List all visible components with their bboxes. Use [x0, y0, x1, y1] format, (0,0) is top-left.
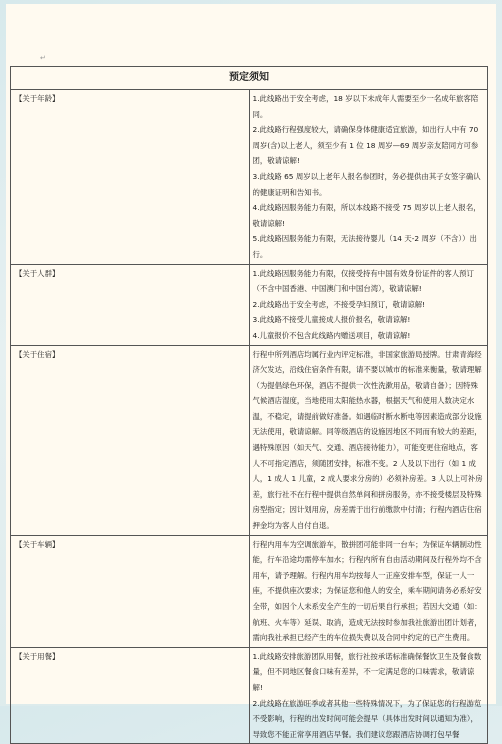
paragraph: 行程内用车为空调旅游车，散拼团可能非同一台车；为保证车辆制动性能，行车沿途均需停车加水；行程内所有自由活动期间及行程外均不含用车，请予理解。行程内用车均按每人一正座安排车型，保证一人一座，不提供座次要求；为保证您和他人的安全，乘车期间请务必系好安全带，如因个人未系安全产生的一切后果自行承担；若因大交通（如：航班、火车等）延误、取消，造成无法按时参加我社旅游出团计划者，需向我社承担已经产生的车位损失费以及合同中约定的已产生费用。: [252, 539, 482, 643]
paragraph: 1.此线路出于安全考虑，18 岁以下未成年人需要至少一名成年旅客陪同。: [252, 94, 479, 119]
section-content: [249, 90, 488, 265]
section-content: [249, 535, 488, 647]
section-row-meals: [11, 647, 488, 744]
paragraph: 1.此线路安排旅游团队用餐，旅行社按承诺标准确保餐饮卫生及餐食数量，但不同地区餐食口味有差异，不一定满足您的口味需求，敬请谅解!: [252, 651, 482, 692]
section-label: 【关于住宿】: [11, 345, 250, 535]
table-title: 预定须知: [11, 67, 488, 90]
section-row-age: [11, 90, 488, 265]
paragraph: 行程中所列酒店均属行业内评定标准，非国家旅游局授牌。甘肃青海经济欠发达，沿线住宿条件有限，请不要以城市的标准来衡量，敬请理解（为提倡绿色环保，酒店不提供一次性洗漱用品，敬请自备）；因特殊气候酒店湿度，当地使用太阳能热水器，根据天气和使用人数决定水温，不稳定，请提前做好准备。如遇临时断水断电等因素造成部分设施无法使用，敬请谅解。同等级酒店的设施因地区不同而有较大的差距，遇特殊原因（如天气、交通、酒店接待能力），可能变更住宿地点，客人不可指定酒店，须随团安排，标准不变。2 人及以下出行（如 1 成人，1 成人 1 儿童，2 成人要求分房的）必须补房差。3 人以上可补房差，旅行社不在行程中提供自然单间和拼房服务，亦不接受楼层及特殊房型指定；因计划用房，房差需于出行前缴款中付清；行程内酒店住宿押金均为客人自付自退。: [252, 349, 483, 531]
paragraph: 5.此线路因服务能力有限，无法接待婴儿（14 天-2 周岁（不含））出行。: [252, 234, 477, 259]
booking-notice-table: [10, 66, 488, 744]
section-content: [249, 345, 488, 535]
section-row-vehicle: [11, 535, 488, 647]
section-label: 【关于人群】: [11, 264, 250, 345]
section-row-lodging: [11, 345, 488, 535]
paragraph: 4.此线路因服务能力有限，所以本线路不接受 75 周岁以上老人报名，敬请谅解!: [252, 203, 481, 228]
section-label: 【关于车辆】: [11, 535, 250, 647]
section-row-people: [11, 264, 488, 345]
paragraph: 3.此线路 65 周岁以上老年人报名参团时，务必提供由其子女签字确认的健康证明和告知书。: [252, 171, 481, 197]
paragraph: 1.此线路因服务能力有限，仅接受持有中国有效身份证件的客人预订（不含中国香港、中国澳门和中国台湾），敬请谅解!: [252, 268, 474, 294]
paragraph-mark: ↵: [40, 54, 46, 62]
section-content: [249, 264, 488, 345]
paragraph: 2.此线路出于安全考虑，不接受孕妇预订，敬请谅解!: [252, 299, 426, 309]
section-content: [249, 647, 488, 744]
paragraph: 2.此线路行程强度较大，请确保身体健康适宜旅游，如出行人中有 70 周岁(含)以上老人，须至少有 1 位 18 周岁—69 周岁亲友陪同方可参团，敬请谅解!: [252, 125, 479, 166]
section-label: 【关于年龄】: [11, 90, 250, 265]
paragraph: 3.此线路不接受儿童接成人报价报名，敬请谅解!: [252, 315, 411, 325]
section-label: 【关于用餐】: [11, 647, 250, 744]
paragraph: 2.此线路在旅游旺季或者其他一些特殊情况下，为了保证您的行程游览不受影响，行程的出发时间可能会提早（具体出发时间以通知为准），导致您不能正常享用酒店早餐。我们建议您跟酒店协调打包早餐: [252, 698, 482, 739]
paragraph: 4.儿童报价不包含此线路内赠送项目，敬请谅解!: [252, 330, 411, 340]
